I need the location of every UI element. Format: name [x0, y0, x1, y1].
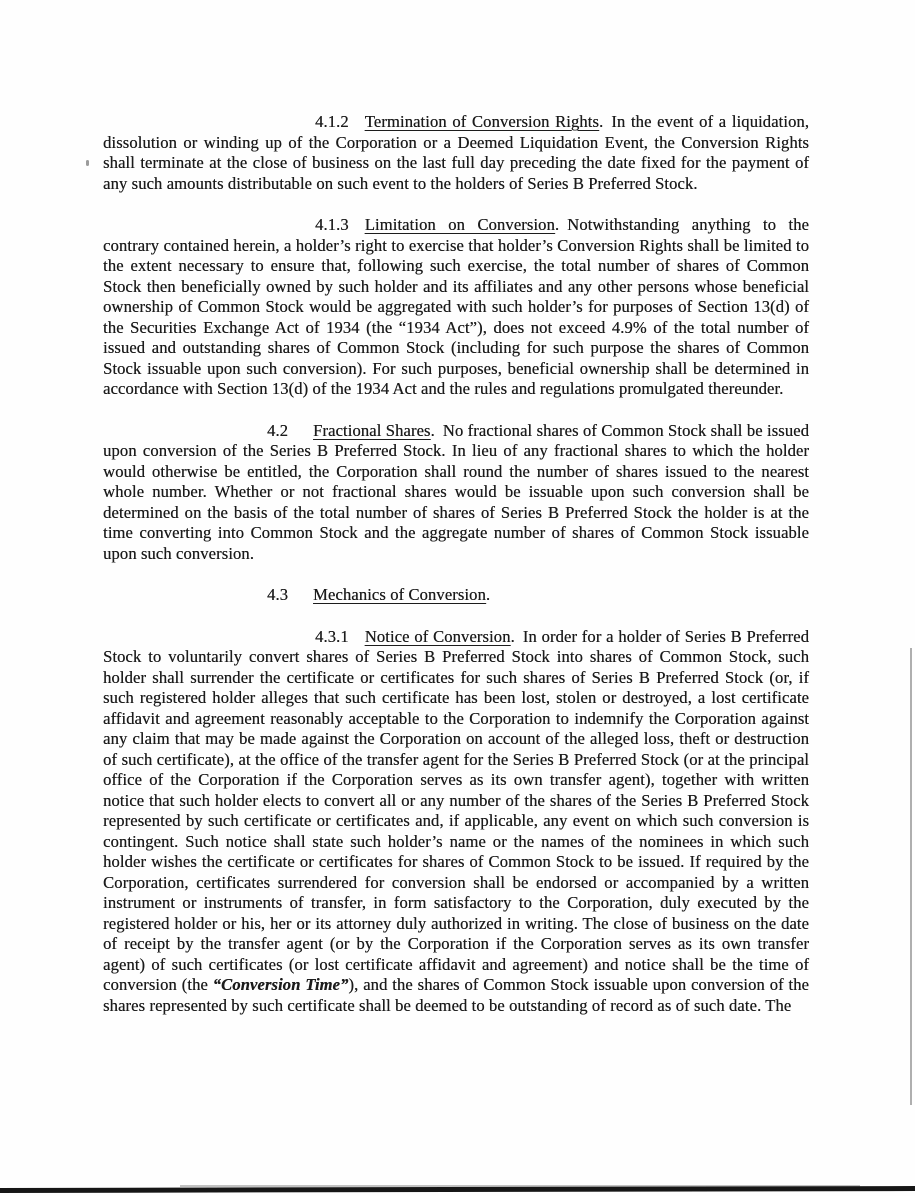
paragraph-4.2 [103, 421, 809, 565]
paragraph-4.1.3 [103, 215, 809, 400]
section-heading: Limitation on Conversion [364, 215, 555, 234]
section-heading: Notice of Conversion [364, 626, 511, 646]
paragraph-body [103, 627, 809, 1015]
scan-bottom-edge [0, 1186, 915, 1193]
section-number: 4.1.2 [315, 112, 349, 131]
paragraph-body [103, 215, 809, 398]
body-text: In order for a holder of Series B Preferred Stock to voluntarily convert shares of Series B Preferred Stock into shares of Common Stock, such holder shall surrender the certificate or certificates for such shares of Series B Preferred Stock (or, if such registered holder alleges that such certificate has been lost, stolen or destroyed, a lost certificate affidavit and agreement reasonably acceptable to the Corporation to indemnify the Corporation against any claim that may be made against the Corporation on account of the alleged loss, theft or destruction of such certificate), at the office of the transfer agent for the Series B Preferred Stock (or at the principal office of the Corporation if the Corporation serves as its own transfer agent), together with written notice that such holder elects to convert all or any number of the shares of the Series B Preferred Stock represented by such certificate or certificates and, if applicable, any event on which such conversion is contingent. Such notice shall state such holder’s name or the names of the nominees in which such holder wishes the certificate or certificates for shares of Common Stock to be issued. If required by the Corporation, certificates surrendered for conversion shall be endorsed or accompanied by a written instrument or instruments of transfer, in form satisfactory to the Corporation, duly executed by the registered holder or his, her or its attorney duly authorized in writing. The close of business on the date of receipt by the transfer agent (or by the Corporation if the Corporation serves as its own transfer agent) of such certificates (or lost certificate affidavit and agreement) and notice shall be the time of conversion (the [103, 626, 809, 994]
paragraph-4.3 [103, 585, 809, 606]
heading-period: . [554, 215, 560, 234]
scan-right-edge-line [910, 648, 912, 1105]
scan-speck [86, 160, 89, 166]
section-heading: Mechanics of Conversion [313, 585, 486, 604]
section-number: 4.3.1 [315, 626, 349, 646]
paragraph-4.3.1 [103, 627, 809, 1017]
section-heading: Fractional Shares [313, 420, 431, 440]
heading-period: . [510, 626, 515, 646]
text-block [103, 112, 809, 1037]
heading-period: . [485, 585, 491, 604]
defined-term: “Conversion Time” [212, 975, 349, 994]
heading-period: . [598, 112, 604, 131]
section-heading: Termination of Conversion Rights [364, 112, 599, 131]
heading-period: . [430, 420, 435, 440]
body-text: No fractional shares of Common Stock shall be issued upon conversion of the Series B Preferred Stock. In lieu of any fractional shares to which the holder would otherwise be entitled, the Corporation shall round the number of shares issued to the nearest whole number. Whether or not fractional shares would be issuable upon such conversion shall be determined on the basis of the total number of shares of Series B Preferred Stock the holder is at the time converting into Common Stock and the aggregate number of shares of Common Stock issuable upon such conversion. [103, 420, 809, 563]
paragraph-body [103, 421, 809, 563]
body-text: Notwithstanding anything to the contrary contained herein, a holder’s right to exercise that holder’s Conversion Rights shall be limited to the extent necessary to ensure that, following such exercise, the total number of shares of Common Stock then beneficially owned by such holder and its affiliates and any other persons whose beneficial ownership of Common Stock would be aggregated with such holder’s for purposes of Section 13(d) of the Securities Exchange Act of 1934 (the “1934 Act”), does not exceed 4.9% of the total number of issued and outstanding shares of Common Stock (including for such purpose the shares of Common Stock issuable upon such conversion). For such purposes, beneficial ownership shall be determined in accordance with Section 13(d) of the 1934 Act and the rules and regulations promulgated thereunder. [103, 215, 809, 398]
section-number: 4.2 [267, 420, 289, 440]
body-text: ), and the shares of Common Stock issuable upon conversion of the shares represented by such certificate shall be deemed to be outstanding of record as of such date. The [103, 975, 809, 1015]
section-number: 4.1.3 [315, 215, 349, 234]
body-text: In the event of a liquidation, dissolution or winding up of the Corporation or a Deemed Liquidation Event, the Conversion Rights shall terminate at the close of business on the last full day preceding the date fixed for the payment of any such amounts distributable on such event to the holders of Series B Preferred Stock. [103, 112, 809, 193]
section-number: 4.3 [267, 585, 289, 604]
paragraph-4.1.2 [103, 112, 809, 194]
